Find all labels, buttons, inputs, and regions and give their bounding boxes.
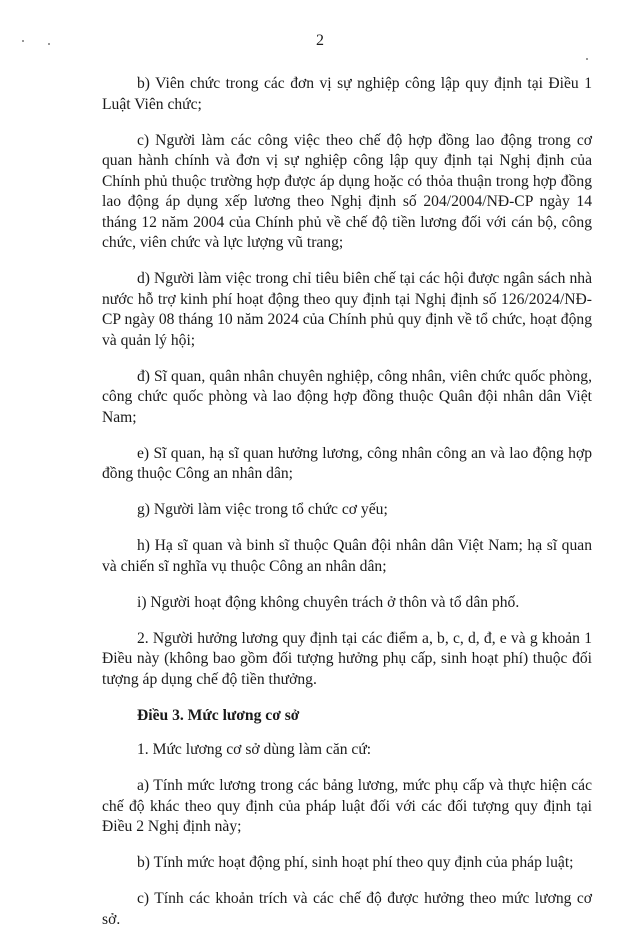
document-body bbox=[102, 74, 592, 946]
article-3-clause-1: 1. Mức lương cơ sở dùng làm căn cứ: bbox=[137, 741, 372, 758]
paragraph-dd: đ) Sĩ quan, quân nhân chuyên nghiệp, công nhân, viên chức quốc phòng, công chức quốc phòng và lao động hợp đồng thuộc Quân đội nhân dân Việt Nam; bbox=[102, 367, 592, 426]
paragraph-e: e) Sĩ quan, hạ sĩ quan hưởng lương, công nhân công an và lao động hợp đồng thuộc Công an nhân dân; bbox=[102, 444, 592, 482]
paragraph-c: c) Người làm các công việc theo chế độ hợp đồng lao động trong cơ quan hành chính và đơn vị sự nghiệp công lập quy định tại Nghị định của Chính phủ thuộc trường hợp được áp dụng hoặc có thỏa thuận trong hợp đồng lao động áp dụng xếp lương theo Nghị định số 204/2004/NĐ-CP ngày 14 tháng 12 năm 2004 của Chính phủ về chế độ tiền lương đối với cán bộ, công chức, viên chức và lực lượng vũ trang; bbox=[102, 131, 592, 251]
scan-speck bbox=[22, 40, 24, 42]
article-3-point-c: c) Tính các khoản trích và các chế độ được hưởng theo mức lương cơ sở. bbox=[102, 890, 592, 928]
article-3-point-b: b) Tính mức hoạt động phí, sinh hoạt phí theo quy định của pháp luật; bbox=[137, 854, 574, 871]
scan-speck bbox=[586, 58, 588, 60]
scan-speck bbox=[48, 43, 50, 45]
article-3-heading: Điều 3. Mức lương cơ sở bbox=[137, 706, 300, 724]
clause-2: 2. Người hưởng lương quy định tại các điểm a, b, c, d, đ, e và g khoản 1 Điều này (không bao gồm đối tượng hưởng phụ cấp, sinh hoạt phí) thuộc đối tượng áp dụng chế độ tiền thưởng. bbox=[102, 629, 592, 688]
article-3-point-a: a) Tính mức lương trong các bảng lương, mức phụ cấp và thực hiện các chế độ khác theo quy định của pháp luật đối với các đối tượng quy định tại Điều 2 Nghị định này; bbox=[102, 777, 592, 835]
paragraph-b: b) Viên chức trong các đơn vị sự nghiệp công lập quy định tại Điều 1 Luật Viên chức; bbox=[102, 75, 592, 113]
paragraph-i: i) Người hoạt động không chuyên trách ở thôn và tổ dân phố. bbox=[137, 593, 520, 611]
paragraph-h: h) Hạ sĩ quan và binh sĩ thuộc Quân đội nhân dân Việt Nam; hạ sĩ quan và chiến sĩ nghĩa vụ thuộc Công an nhân dân; bbox=[102, 537, 592, 575]
paragraph-d: d) Người làm việc trong chỉ tiêu biên chế tại các hội được ngân sách nhà nước hỗ trợ kinh phí hoạt động theo quy định tại Nghị định số 126/2024/NĐ-CP ngày 08 tháng 10 năm 2024 của Chính phủ quy định về tổ chức, hoạt động và quản lý hội; bbox=[102, 270, 592, 349]
page-number: 2 bbox=[316, 32, 324, 49]
paragraph-g: g) Người làm việc trong tổ chức cơ yếu; bbox=[137, 501, 388, 518]
